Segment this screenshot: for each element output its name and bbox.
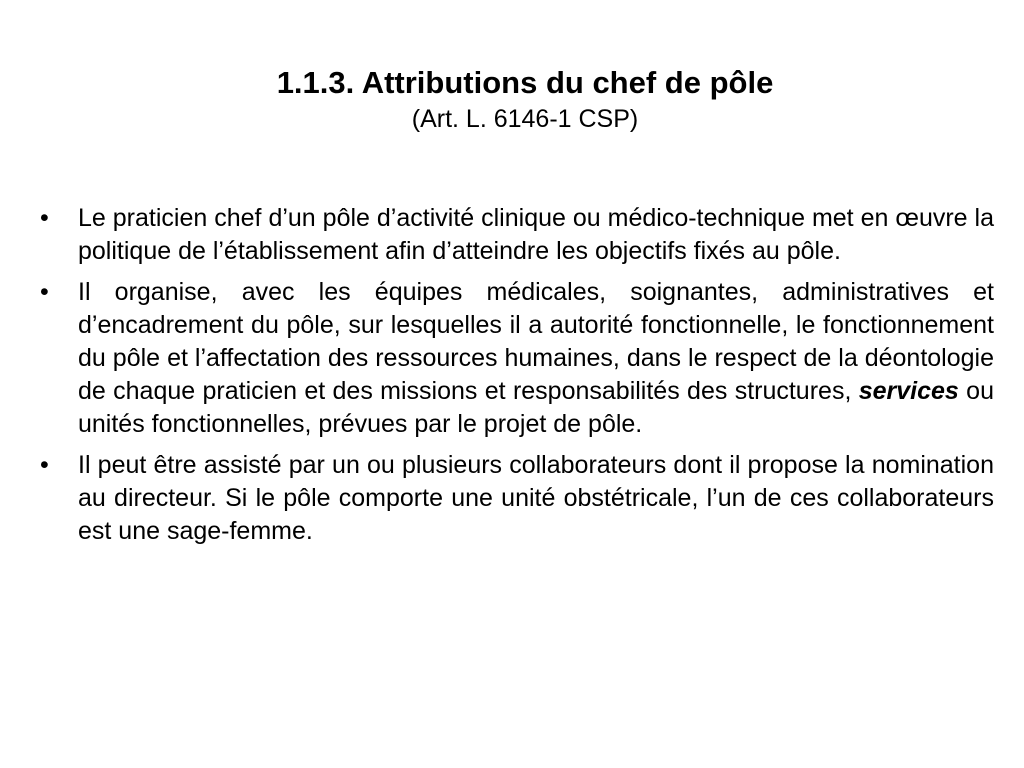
bullet-text-before: Il organise, avec les équipes médicales, soignantes, administratives et d’encadrement du pôle, sur lesquelles il a autorité fonctionnelle, le fonctionnement du pôle et l’affectation des ressources humaines, dans le respect de la déontologie de chaque praticien et des missions et responsabilités des structures, <box>78 278 994 405</box>
title-block <box>0 63 1024 135</box>
bullet-dot-icon: • <box>40 451 49 479</box>
bullet-item <box>38 202 994 268</box>
bullet-text-after: ou unités fonctionnelles, prévues par le projet de pôle. <box>78 377 994 438</box>
bullet-item <box>38 449 994 548</box>
slide-title: 1.1.3. Attributions du chef de pôle <box>276 65 774 100</box>
bullet-item <box>38 276 994 441</box>
bullet-emphasis: services <box>858 377 959 405</box>
bullet-dot-icon: • <box>40 278 49 306</box>
slide-subtitle: (Art. L. 6146-1 CSP) <box>411 105 639 133</box>
bullet-list <box>38 202 994 556</box>
bullet-text: Il peut être assisté par un ou plusieurs collaborateurs dont il propose la nomination au directeur. Si le pôle comporte une unité obstétricale, l’un de ces collaborateurs est une sage-femme. <box>78 451 994 545</box>
bullet-text: Le praticien chef d’un pôle d’activité clinique ou médico-technique met en œuvre la politique de l’établissement afin d’atteindre les objectifs fixés au pôle. <box>78 204 994 265</box>
bullet-dot-icon: • <box>40 204 49 232</box>
